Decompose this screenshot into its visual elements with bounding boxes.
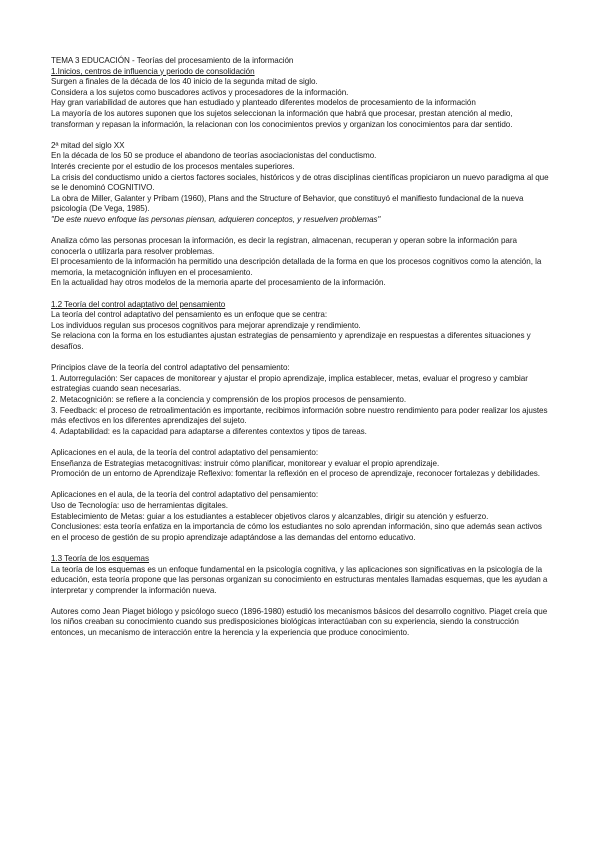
list-intro: Aplicaciones en el aula, de la teoría del control adaptativo del pensamiento: bbox=[51, 490, 319, 500]
list-item: Conclusiones: esta teoría enfatiza en la importancia de cómo los estudiantes no solo aprendan información, sino que además sean activos en el proceso de gestión de su propio aprendizaje adaptándose a las demandas del entorno educativo. bbox=[51, 522, 542, 542]
quote: "De este nuevo enfoque las personas piensan, adquieren conceptos, y resuelven problemas" bbox=[51, 214, 381, 224]
paragraph: Los individuos regulan sus procesos cognitivos para mejorar aprendizaje y rendimiento. bbox=[51, 320, 361, 330]
paragraph: Se relaciona con la forma en los estudiantes ajustan estrategias de pensamiento y aprendizaje en respuestas a diferentes situaciones y desafíos. bbox=[51, 331, 531, 352]
paragraph: Considera a los sujetos como buscadores activos y procesadores de la información. bbox=[51, 87, 349, 97]
list-intro: Principios clave de la teoría del control adaptativo del pensamiento: bbox=[51, 363, 290, 373]
section-heading: 1.Inicios, centros de influencia y periodo de consolidación bbox=[51, 66, 255, 76]
paragraph: En la actualidad hay otros modelos de la memoria aparte del procesamiento de la información. bbox=[51, 278, 386, 288]
paragraph: La obra de Miller, Galanter y Pribam (1960), Plans and the Structure of Behavior, que constituyó el manifiesto fundacional de la nueva psicología (De Vega, 1985). bbox=[51, 193, 524, 214]
paragraph: La teoría de los esquemas es un enfoque fundamental en la psicología cognitiva, y las aplicaciones son significativas en la psicología de la educación, esta teoría propone que las personas organizan su conocimiento en estructuras mentales llamadas esquemas, que les ayudan a interpretar y comprender la información nueva. bbox=[51, 564, 548, 595]
paragraph: La crisis del conductismo unido a ciertos factores sociales, históricos y de otras disciplinas científicas propiciaron un nuevo paradigma al que se le denominó COGNITIVO. bbox=[51, 172, 549, 193]
list-item: Promoción de un entorno de Aprendizaje Reflexivo: fomentar la reflexión en el proceso de aprendizaje, reconocer fortalezas y debilidades. bbox=[51, 469, 540, 479]
list-item: 3. Feedback: el proceso de retroalimentación es importante, recibimos información sobre nuestro rendimiento para poder realizar los ajustes más efectivos en los diferentes aprendizajes del sujeto. bbox=[51, 405, 548, 426]
paragraph: En la década de los 50 se produce el abandono de teorías asociacionistas del conductismo. bbox=[51, 151, 377, 161]
list-item: Uso de Tecnología: uso de herramientas digitales. bbox=[51, 500, 228, 510]
paragraph: Autores como Jean Piaget biólogo y psicólogo sueco (1896-1980) estudió los mecanismos básicos del desarrollo cognitivo. Piaget creía que los niños creaban su conocimiento cuando sus predisposiciones biológicas interactúaban con su experiencia, siendo la construcción entonces, un mecanismo de interacción entre la herencia y la experiencia que produce conocimiento. bbox=[51, 606, 548, 638]
list-item: Enseñanza de Estrategias metacognitivas: instruir cómo planificar, monitorear y evaluar el propio aprendizaje. bbox=[51, 458, 440, 468]
paragraph: Analiza cómo las personas procesan la información, es decir la registran, almacenan, recuperan y operan sobre la información para conocerla o utilizarla para resolver problemas. bbox=[51, 236, 517, 256]
subsection-heading: 2ª mitad del siglo XX bbox=[51, 140, 125, 150]
paragraph: El procesamiento de la información ha permitido una descripción detallada de la forma en que los procesos cognitivos como la atención, la memoria, la metacognición influyen en el procesamiento. bbox=[51, 257, 542, 277]
paragraph: La teoría del control adaptativo del pensamiento es un enfoque que se centra: bbox=[51, 310, 328, 320]
document-title: TEMA 3 EDUCACIÓN - Teorías del procesamiento de la información bbox=[51, 56, 294, 65]
paragraph: Hay gran variabilidad de autores que han estudiado y planteado diferentes modelos de procesamiento de la información bbox=[51, 98, 476, 108]
document-page bbox=[51, 56, 551, 639]
list-intro: Aplicaciones en el aula, de la teoría del control adaptativo del pensamiento: bbox=[51, 447, 319, 457]
list-item: 1. Autorregulación: Ser capaces de monitorear y ajustar el propio aprendizaje, implica establecer, metas, evaluar el progreso y cambiar estrategias cuando sean necesarias. bbox=[51, 373, 528, 394]
section-heading: 1.3 Teoría de los esquemas bbox=[51, 553, 149, 563]
section-heading: 1.2 Teoría del control adaptativo del pensamiento bbox=[51, 299, 226, 309]
paragraph: La mayoría de los autores suponen que los sujetos seleccionan la información que habrá que procesar, prestan atención al medio, transforman y repasan la información, la relacionan con los conocimientos previos y organizan los conocimientos para dar sentido. bbox=[51, 108, 513, 129]
paragraph: Surgen a finales de la década de los 40 inicio de la segunda mitad de siglo. bbox=[51, 77, 318, 87]
list-item: 2. Metacognición: se refiere a la conciencia y comprensión de los propios procesos de pensamiento. bbox=[51, 395, 407, 404]
list-item: 4. Adaptabilidad: es la capacidad para adaptarse a diferentes contextos y tipos de tareas. bbox=[51, 426, 367, 436]
list-item: Establecimiento de Metas: guiar a los estudiantes a establecer objetivos claros y alcanzables, dirigir su atención y esfuerzo. bbox=[51, 511, 489, 521]
paragraph: Interés creciente por el estudio de los procesos mentales superiores. bbox=[51, 161, 295, 171]
